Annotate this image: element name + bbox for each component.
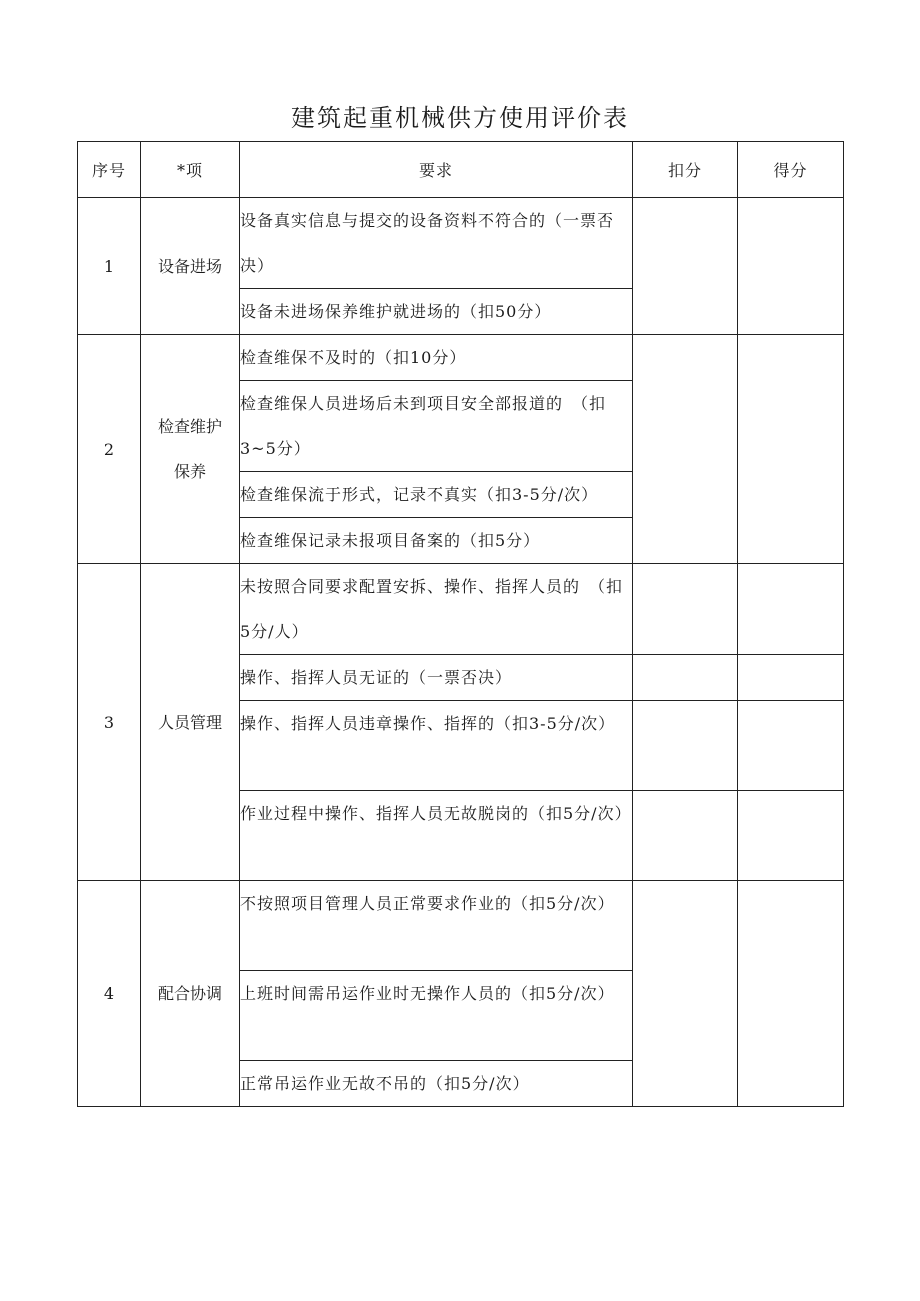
score-cell[interactable] [738,564,844,655]
deduct-cell[interactable] [633,701,738,791]
requirement-cell: 操作、指挥人员无证的（一票否决） [240,655,633,701]
section-seq: 3 [78,564,141,881]
score-cell[interactable] [738,791,844,881]
header-score: 得分 [738,142,844,198]
section-item [141,564,240,881]
deduct-cell[interactable] [633,791,738,881]
score-cell[interactable] [738,655,844,701]
table-row [78,198,844,289]
requirement-cell: 操作、指挥人员违章操作、指挥的（扣3-5分/次） [240,701,633,791]
deduct-cell[interactable] [633,198,738,335]
score-cell[interactable] [738,335,844,564]
header-item: *项 [141,142,240,198]
section-item-line: 配合协调 [157,984,222,1003]
score-cell[interactable] [738,701,844,791]
deduct-cell[interactable] [633,564,738,655]
header-row [78,142,844,198]
requirement-cell: 正常吊运作业无故不吊的（扣5分/次） [240,1061,633,1107]
table-row [78,335,844,381]
requirement-cell: 设备真实信息与提交的设备资料不符合的（一票否决） [240,198,633,289]
requirement-cell: 检查维保不及时的（扣10分） [240,335,633,381]
deduct-cell[interactable] [633,335,738,564]
section-seq: 2 [78,335,141,564]
section-item-line: 保养 [173,462,206,481]
section-item-line: 检查维护 [157,417,222,436]
section-item [141,881,240,1107]
requirement-cell: 上班时间需吊运作业时无操作人员的（扣5分/次） [240,971,633,1061]
table-row [78,881,844,971]
requirement-cell: 设备未进场保养维护就进场的（扣50分） [240,289,633,335]
section-item [141,198,240,335]
table-row [78,564,844,655]
requirement-cell: 未按照合同要求配置安拆、操作、指挥人员的 （扣5分/人） [240,564,633,655]
requirement-cell: 检查维保流于形式，记录不真实（扣3-5分/次） [240,472,633,518]
requirement-cell: 检查维保人员进场后未到项目安全部报道的 （扣3~5分） [240,381,633,472]
deduct-cell[interactable] [633,655,738,701]
section-item [141,335,240,564]
section-item-line: 设备进场 [157,256,222,276]
deduct-cell[interactable] [633,881,738,1107]
page-title: 建筑起重机械供方使用评价表 [291,104,629,132]
evaluation-table [77,141,844,1107]
section-item-line: 人员管理 [157,712,222,732]
section-seq: 1 [78,198,141,335]
requirement-cell: 作业过程中操作、指挥人员无故脱岗的（扣5分/次） [240,791,633,881]
header-seq: 序号 [78,142,141,198]
header-requirement: 要求 [240,142,633,198]
requirement-cell: 检查维保记录未报项目备案的（扣5分） [240,518,633,564]
score-cell[interactable] [738,198,844,335]
score-cell[interactable] [738,881,844,1107]
section-seq: 4 [78,881,141,1107]
requirement-cell: 不按照项目管理人员正常要求作业的（扣5分/次） [240,881,633,971]
header-deduct: 扣分 [633,142,738,198]
